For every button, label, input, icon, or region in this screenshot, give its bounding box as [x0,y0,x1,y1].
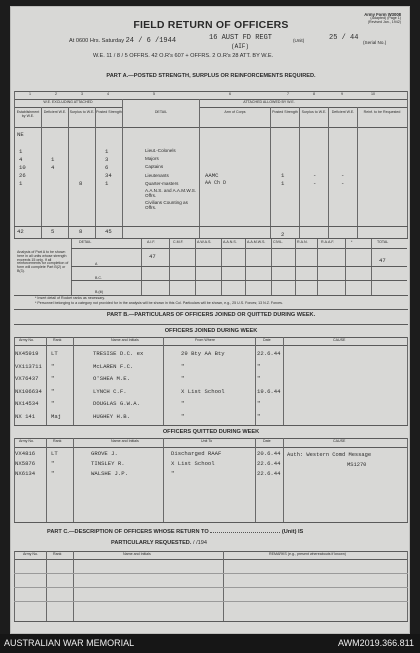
mark-ne: NE [17,131,24,138]
we-line: W.E. 11 / 8 / 5 OFFRS. 42 O.R's 607 + OFFRS. 2 O.R's 28 ATT. BY W.E. [93,53,274,59]
detail-list [145,147,199,210]
joined-title: OFFICERS JOINED DURING WEEK [164,328,258,334]
part-c-title: PART C.—DESCRIPTION OF OFFICERS WHOSE RETURN TO (Unit) IS [47,529,304,535]
group-right-header: ATTACHED ALLOWED BY W.E. [243,100,295,104]
hdr-detail: DETAIL [154,110,168,114]
aif-value: 47 [149,253,156,260]
col2-values: 1 4 [51,156,55,171]
detail-captains: Captains [145,164,164,170]
joined-row-no: VX113711 [15,362,42,370]
total-c2: 5 [51,228,55,235]
col3-values: 8 [79,180,83,187]
part-c-title2: PARTICULARLY REQUESTED. / /194 [111,540,207,546]
total-c7: 2 [281,231,285,238]
hdr-surplus: Surplus to W.E. [69,110,95,114]
joined-names: TRESISE D.C. ex McLAREN F.C. O'SHEA M.E. LYNCH C.F. DOUGLAS G.W.A. HUGHEY H.B. [93,350,144,420]
footer-bar [0,634,420,653]
joined-row-no: NX45919 [15,350,39,357]
total-c3: 8 [79,228,83,235]
analysis-rows: A B.C. B.(iii) [95,262,104,294]
col8-values: - - [313,172,317,187]
analysis-note: Analysis of Part A to be shown here in all units whose strength exceeds 15 only. If all reinforcements for completion of form will complete Part B(2) or B(3). [17,250,69,273]
serial-caption: (Serial No.) [363,40,387,45]
hdr-posted: Posted Strength [96,110,122,114]
unit-typed: 16 AUST FD REGT [209,34,273,42]
footer-left: AUSTRALIAN WAR MEMORIAL [4,638,135,648]
hdr-deficient: Deficient W.E. [43,110,67,114]
total-c1: 42 [17,228,24,235]
form-sub1: (Adapted) (Page 1) [370,16,401,21]
group-left-header: W.E. EXCLUDING ATTACHED [43,100,93,104]
at-line [69,37,176,45]
footer-right: AWM2019.366.811 [337,638,414,648]
form-sub2: (Revised Jan., 1942) [367,20,401,25]
quitted-names: GROVE J. TINSLEY R. WALSHE J.P. [91,450,128,477]
col1-values: 1 4 10 26 1 [19,148,26,187]
detail-majors: Majors [145,156,159,162]
form-id: Army Form W3008 [364,12,401,17]
col7-values: 1 1 [281,172,285,187]
unit-sub: (AIF) [231,43,250,50]
document-page: Army Form W3008 (Adapted) (Page 1) (Revised Jan., 1942) FIELD RETURN OF OFFICERS At 0600 Hrs. Saturday 24 / 6 /1944 16 AUST FD REGT (Unit) (AIF) 25 / 44 (Serial No.) W.E. 11 / 8 / 5 OFFRS. 42 O.R's 607 + OFFRS. 2 O.R's 28 ATT. BY W.E. PART A.—POSTED STRENGTH, SURPLUS OR REINFORCEMENTS REQUIRED. 1 2 3 4 5 6 7 8 9 10 W.E. EXCLUDING ATTACHED ATTACHED ALLOWED BY W.E. Establishment by W.E. Deficient W.E. Surplus to W.E. Posted Strength DETAIL Arm of Corps Posted Strength Surplus to W.E. Deficient W.E. Reinf. to be Requested Lieut.-Colonels Majors Captains Lieutenants Quarter-masters A.A.N.S. and A.A.M.W.S. Offrs. Civilians Counting as Offrs. NE 1 4 10 26 1 1 4 8 1 3 6 34 1 AAMC AA Ch D 1 1 - - - - 42 5 8 45 2 Analysis of Part A to be shown here in all units whose strength exceeds 15 only. If all reinforcements for completion of form will complete Part B(2) or B(3). DETAIL A.I.F. C.M.F. A.W.A.S. A.A.N.S. A.A.M.W.S. CIVIL. R.A.N. R.A.A.F. * TOTAL A B.C. B.(iii) 47 47 * Insert detail of Rocket ranks as necessary. * Personnel belonging to a category not provided for in the analysis will be shown in this Col. Particulars will be shown, e.g., 25 U.S. Forces; 13 N.Z. Forces. PART B.—PARTICULARS OF OFFICERS JOINED OR QUITTED DURING WEEK. OFFICERS JOINED DURING WEEK Army No. Rank Name and Initials From Where Date CAUSE NX45919 VX113711 VX76437 NX106634 NX14534 NX 141 LT " " " " Maj TRESISE D.C. ex McLAREN F.C. O'SHEA M.E. LYNCH C.F. DOUGLAS G.W.A. HUGHEY H.B. 29 Bty AA Bty " " X List School " " 22.6.44 " " 19.6.44 " " OFFICERS QUITTED DURING WEEK Army No. Rank Name and Initials Unit To Date CAUSE VX4816 NX5876 NX6134 LT " " GROVE J. TINSLEY R. WALSHE J.P. Discharged RAAF X List School " 20.6.44 22.6.44 22.6.44 Auth: Western Comd Message MS1270 PART C.—DESCRIPTION OF OFFICERS WHOSE RETURN TO (Unit) IS PARTICULARLY REQUESTED. / /194 Army No. Rank Name and Initials REMARKS (e.g., present whereabouts if known) [10,6,410,634]
footnote2: * Personnel belonging to a category not provided for in the analysis will be shown in this Col. Particulars will be shown, e.g., 25 U.S. Forces; 13 N.Z. Forces. [35,301,283,305]
part-b-title: PART B.—PARTICULARS OF OFFICERS JOINED OR QUITTED DURING WEEK. [106,312,316,318]
detail-aans: A.A.N.S. and A.A.M.W.S. Offrs. [145,188,197,199]
unit-caption: (Unit) [293,38,305,43]
joined-from: 29 Bty AA Bty " " X List School " " [181,350,225,420]
date-typed: 24 / 6 /1944 [125,37,177,45]
at-line-prefix: At 0600 Hrs. Saturday [69,38,125,44]
hdr-arm: Arm of Corps [224,110,246,114]
joined-row-no: NX 141 [15,412,36,420]
total-value: 47 [379,257,386,264]
quitted-title: OFFICERS QUITTED DURING WEEK [162,429,260,435]
detail-qm: Quarter-masters [145,180,179,186]
hdr-establishment: Establishment by W.E. [16,110,40,118]
joined-army-nos [15,348,42,424]
serial-typed: 25 / 44 [329,34,359,42]
detail-lieutenants: Lieutenants [145,172,169,178]
joined-ranks: LT " " " " Maj [51,350,62,420]
col4-values: 1 3 6 34 1 [105,148,112,187]
total-c4: 45 [105,228,112,235]
hdr-deficient-att: Deficient W.E. [331,110,355,114]
joined-row-no: NX14534 [15,400,39,408]
hdr-reinf: Reinf. to be Requested [363,110,401,114]
detail-ltcol: Lieut.-Colonels [145,148,176,153]
footnote1: * Insert detail of Rocket ranks as necessary. [35,296,105,300]
part-a-title: PART A.—POSTED STRENGTH, SURPLUS OR REINFORCEMENTS REQUIRED. [106,73,316,79]
col9-values: - - [341,172,345,187]
quitted-to: Discharged RAAF X List School " [171,450,222,477]
hdr-posted-att: Posted Strength [272,110,298,114]
hdr-surplus-att: Surplus to W.E. [301,110,327,114]
quitted-army-nos: VX4816 NX5876 NX6134 [15,450,36,477]
joined-dates: 22.6.44 " " 19.6.44 " " [257,350,281,420]
joined-row-no: VX76437 [15,375,39,383]
quitted-ranks: LT " " [51,450,58,477]
joined-row-no: NX106634 [15,387,42,395]
detail-civilians: Civilians Counting as Offrs. [145,200,188,211]
document-title: FIELD RETURN OF OFFICERS [133,19,289,31]
quitted-dates: 20.6.44 22.6.44 22.6.44 [257,450,281,477]
quitted-causes: Auth: Western Comd Message MS1270 [287,452,372,468]
arm-values: AAMC AA Ch D [205,172,227,186]
